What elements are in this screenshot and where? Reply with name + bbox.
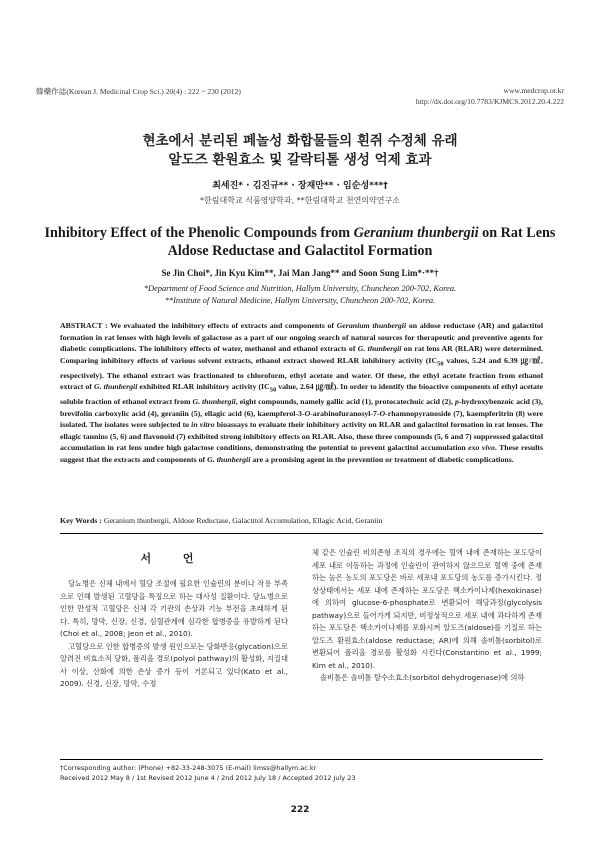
left-column xyxy=(60,578,288,691)
affiliation-2: **Institute of Natural Medicine, Hallym University, Chuncheon 200-702, Korea. xyxy=(164,296,436,305)
right-paragraph-1: 체 같은 인슐린 비의존형 조직의 경우에는 혈액 내에 존재하는 포도당이 세포 내로 이동하는 과정에 인슐린이 관여하지 않으므로 혈액 중에 존재하는 높은 농도의 포도당은 바로 세포내 포도당의 농도를 증가시킨다. 정상상태에서는 세포 내에 존재하는 포도당은 핵소카이나제(hexokinase)에 의하여 glucose-6-phosphate로 변환되어 해당과정(glycolysis pathway)으로 들어가게 되지만, 비정상적으로 세포 내에 과다하게 존재하는 포도당은 핵소카이나제를 포화시켜 알도즈(aldose)를 기질로 하는 알도즈 환원효소(aldose reductase; AR)에 의해 솔비톨(sorbitol)로 변환되어 폴리올 경로를 활성화 시킨다(Constantino et al., 1999; Kim et al., 2010). xyxy=(312,548,542,670)
keywords-text: Geranium thunbergii, Aldose Reductase, Galactitol Accumulation, Ellagic Acid, Geraniin xyxy=(103,516,383,525)
korean-authors: 최세진* · 김진규** · 장재만** · 임순성***† xyxy=(212,181,388,191)
abstract: ABSTRACT : We evaluated the inhibitory effects of extracts and components of Geranium thunbergii on aldose reductase (AR) and galactitol formation in rat lenses with high levels of galactose as a part of our ongoing search of natural sources for therapeutic and preventive agents for diabetic complications. The inhibitory effects of water, methanol and ethanol extracts of G. thunbergii on rat lens AR (RLAR) were determined. Comparing inhibitory effects of various solvent extracts, ethanol extract showed RLAR inhibitory activity ($IC_{50}$ values, 5.24 and 6.39 ㎍/㎖, respectively). The ethanol extract was fractionated to chloroform, ethyl acetate and water. Of these, the ethyl acetate fraction from ethanol extract of G. thunbergii exhibited RLAR inhibitory activity ($IC_{50}$ value, 2.64 ㎍/㎖). In order to identify the bioactive components of ethyl acetate soluble fraction of ethanol extract from G. thunbergii, eight compounds, namely gallic acid (1), protocatechuic acid (2), p-hydroxybenzoic acid (3), brevifolin carboxylic acid (4), geraniin (5), ellagic acid (6), kaempferol-3-O-arabinofuranosyl-7-O-rhamnopyranoside (7), kaempferitrin (8) were isolated. The isolates were subjected to in vitro bioassays to evaluate their inhibitory activity on RLAR and galactitol formation in rat lenses. The ellagic tannins (5, 6) and flavonoid (7) exhibited strong inhibitory effects on RLAR. Also, these three compounds (5, 6 and 7) suppressed galactitol accumulation in rat lens under high galactose conditions, demonstrating the potential to prevent galactitol accumulation exo vivo. These results suggest that the extracts and components of G. thunbergii are a promising agent in the prevention or treatment of diabetic complications. xyxy=(60,321,543,464)
keywords xyxy=(60,515,543,526)
english-authors: Se Jin Choi*, Jin Kyu Kim**, Jai Man Jang** and Soon Sung Lim*·**† xyxy=(161,268,439,278)
korean-title-line2: 알도즈 환원효소 및 갈락티톨 생성 억제 효과 xyxy=(168,152,432,168)
received-dates: Received 2012 May 8 / 1st Revised 2012 June 4 / 2nd 2012 July 18 / Accepted 2012 July 23 xyxy=(60,774,356,782)
corresponding-author: †Corresponding author: (Phone) +82-33-248-3075 (E-mail) limss@hallym.ac.kr xyxy=(60,764,317,772)
right-column xyxy=(312,547,542,685)
korean-title-line1: 현초에서 분리된 페놀성 화합물들의 흰쥐 수정체 유래 xyxy=(142,133,458,149)
korean-affiliation: *한림대학교 식품영양학과, **한림대학교 천연의약연구소 xyxy=(200,196,400,205)
right-paragraph-2: 솔비톨은 솔비톨 탈수소효소(sorbitol dehydrogenase)에 의하 xyxy=(320,673,525,682)
left-paragraph-1: 당뇨병은 신체 내에서 혈당 조절에 필요한 인슐린의 분비나 작용 부족으로 인해 발생된 고혈당을 특징으로 하는 대사성 질환이다. 당뇨병으로 인한 만성적 고혈당은 신체 각 기관의 손상과 기능 부전을 초래하게 된다. 특히, 망막, 신장, 신경, 심혈관계에 심각한 합병증을 유발하게 된다(Choi et al., 2008; Jeon et al., 2010). xyxy=(60,579,288,638)
page-number: 222 xyxy=(290,805,310,815)
english-title-line1: Inhibitory Effect of the Phenolic Compounds from Geranium thunbergii on Rat Lens xyxy=(44,225,556,241)
section-divider xyxy=(60,533,543,534)
doi-link[interactable]: http://dx.doi.org/10.7783/KJMCS.2012.20.4.222 xyxy=(415,97,564,106)
journal-website[interactable]: www.medcrop.or.kr xyxy=(503,86,564,95)
english-title-line2: Aldose Reductase and Galactitol Formation xyxy=(167,243,433,259)
section-title: 서 언 xyxy=(140,552,208,565)
footnote-rule xyxy=(60,759,543,760)
left-paragraph-2: 고혈당으로 인한 합병증의 발생 원인으로는 당화반응(glycation)으로 알려진 비효소적 당화, 폴리올 경로(polyol pathway)의 활성화, 지질대사 이상, 산화에 의한 손상 증가 등이 거론되고 있다(Kato et al., 2009). 신경, 신장, 망막, 수정 xyxy=(60,641,288,688)
affiliation-1: *Department of Food Science and Nutrition, Hallym University, Chuncheon 200-702, Korea. xyxy=(143,284,457,293)
journal-citation: 韓藥作誌(Korean J. Medicinal Crop Sci.) 20(4) : 222 ~ 230 (2012) xyxy=(36,87,241,96)
keywords-label: Key Words : xyxy=(60,516,102,525)
